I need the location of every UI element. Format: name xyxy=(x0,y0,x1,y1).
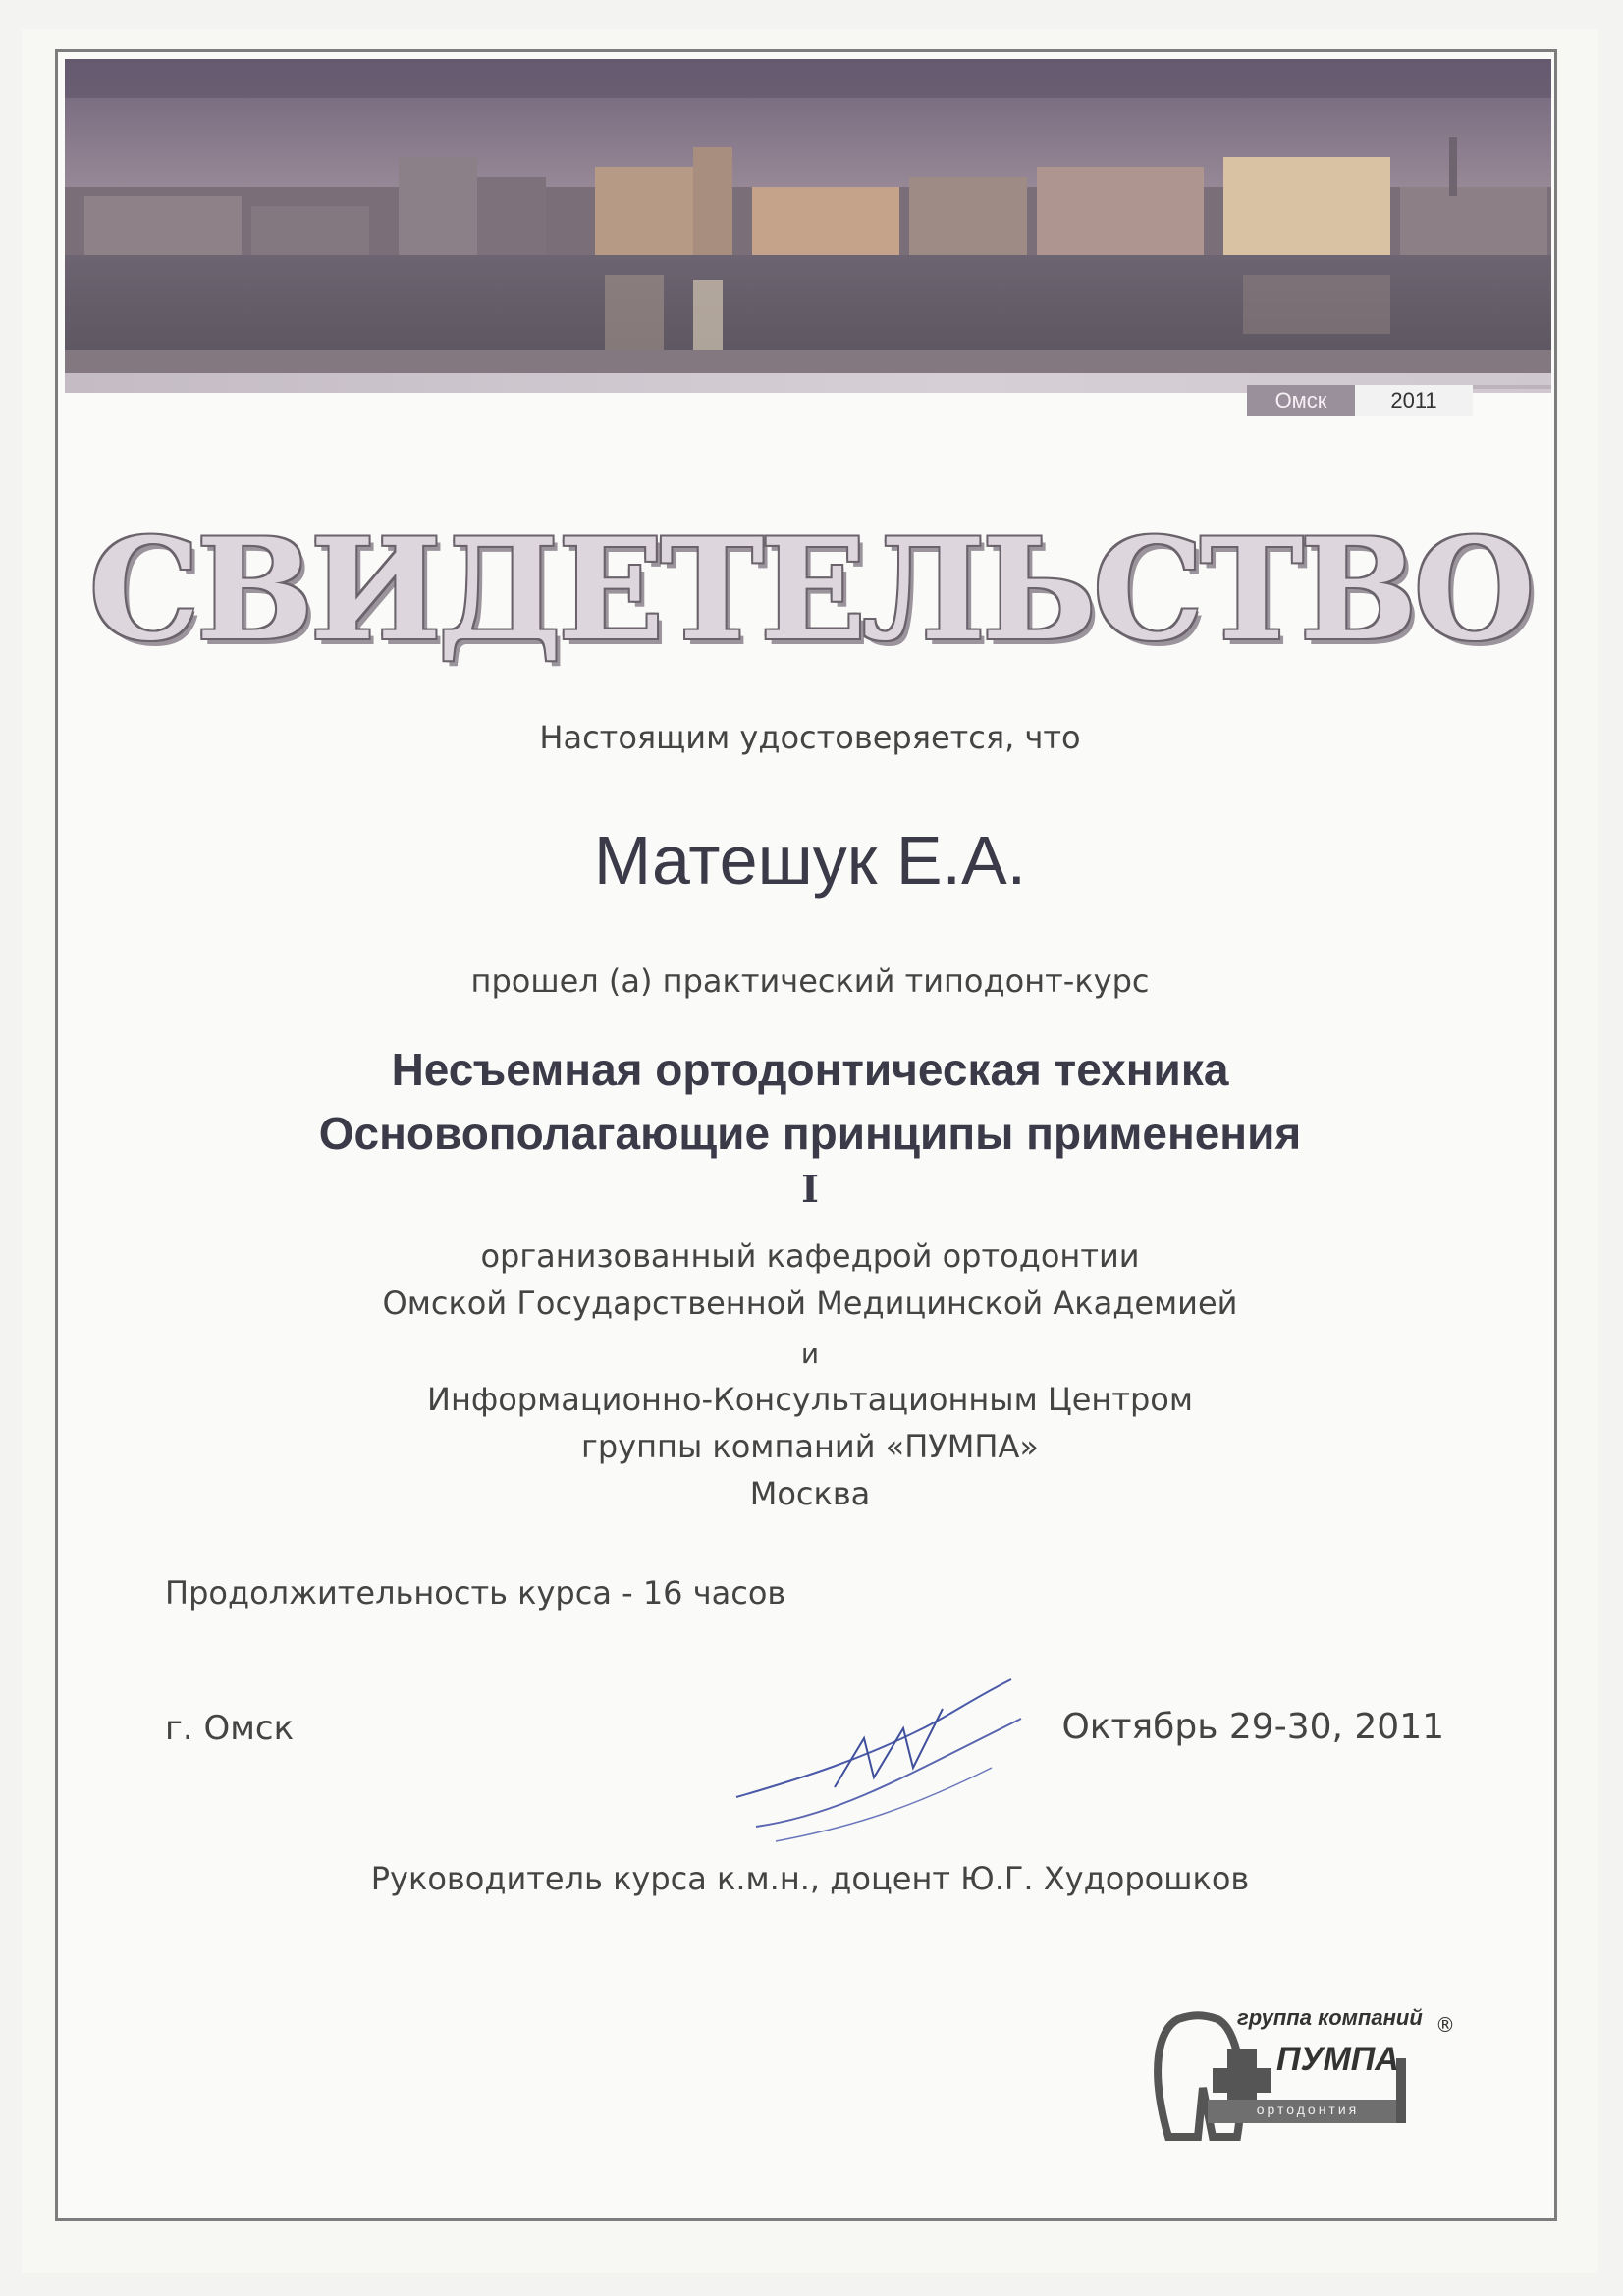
course-level: I xyxy=(801,1167,819,1211)
organizer-line1: организованный кафедрой ортодонтии xyxy=(480,1237,1140,1275)
issue-date: Октябрь 29-30, 2011 xyxy=(1061,1707,1444,1747)
organizer-line5: группы компаний «ПУМПА» xyxy=(581,1428,1039,1465)
issue-city: г. Омск xyxy=(165,1709,295,1748)
course-head: Руководитель курса к.м.н., доцент Ю.Г. Худорошков xyxy=(370,1860,1250,1897)
organizer-line3: и xyxy=(800,1338,820,1370)
logo-brand: ПУМПА xyxy=(1276,2041,1399,2078)
logo-subtitle: ортодонтия xyxy=(1256,2102,1360,2117)
organizer-line6: Москва xyxy=(749,1475,871,1512)
banner-city: Омск xyxy=(1247,385,1355,416)
organizer-line4: Информационно-Консультационным Центром xyxy=(427,1381,1193,1418)
banner-rule xyxy=(1473,385,1551,416)
logo-registered-mark: ® xyxy=(1435,2013,1455,2037)
intro-text: Настоящим удостоверяется, что xyxy=(539,719,1081,756)
recipient-name: Матешук Е.А. xyxy=(593,822,1027,899)
banner-year: 2011 xyxy=(1355,385,1473,416)
course-title-line1: Несъемная ортодонтическая техника xyxy=(391,1044,1229,1095)
passed-text: прошел (а) практический типодонт-курс xyxy=(470,962,1150,1000)
omsk-panorama-photo xyxy=(65,59,1551,373)
organizer-line2: Омской Государственной Медицинской Академией xyxy=(382,1285,1238,1322)
course-duration: Продолжительность курса - 16 часов xyxy=(165,1574,786,1612)
certificate-title: СВИДЕТЕЛЬСТВО xyxy=(88,509,1532,672)
course-title-line2: Основополагающие принципы применения xyxy=(318,1108,1302,1159)
logo-group-label: группа компаний xyxy=(1237,2005,1423,2030)
signature xyxy=(717,1669,1051,1856)
